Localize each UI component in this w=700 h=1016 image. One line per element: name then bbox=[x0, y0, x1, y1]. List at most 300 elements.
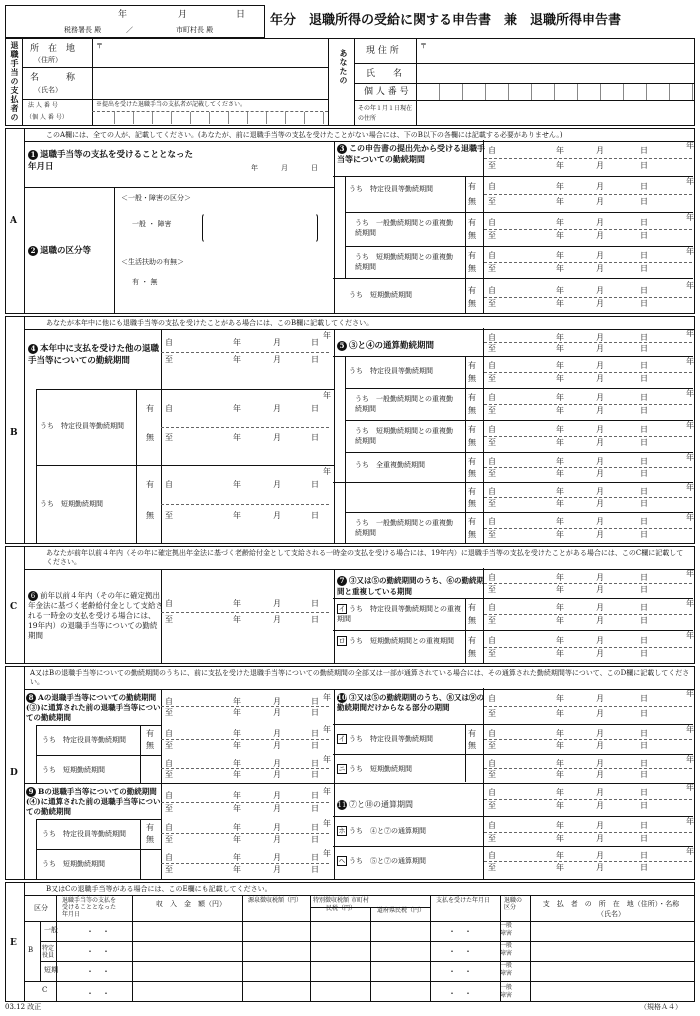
a-period-3-years: 年 bbox=[686, 247, 694, 256]
c7-period-2-to: 至 bbox=[488, 649, 496, 659]
e-h-retire-kubun: 退職の区分 bbox=[504, 897, 523, 911]
d-right-period-1-years: 年 bbox=[686, 725, 694, 734]
a-period-0-from: 自 bbox=[488, 146, 496, 156]
item10-label: 10 ③又は⑤の勤続期間のうち、⑧又は⑨の勤続期間だけからなる部分の期間 bbox=[337, 693, 484, 712]
a-yumu-2-yu: 有 bbox=[468, 217, 476, 227]
d8-main-m1: 月 bbox=[273, 696, 281, 706]
d8-sub2-y1: 年 bbox=[233, 758, 241, 768]
d9-main-from: 自 bbox=[165, 791, 173, 801]
d-right-period-0-from: 自 bbox=[488, 694, 496, 704]
b5-period-5-years: 年 bbox=[686, 483, 694, 492]
page-title: 年分 退職所得の受給に関する申告書 兼 退職所得申告書 bbox=[270, 13, 622, 28]
e-date-dots-0: ・ ・ bbox=[86, 927, 110, 936]
payer-address-label: 所 在 地 bbox=[30, 44, 76, 54]
b5-period-6-to: 至 bbox=[488, 530, 496, 540]
item2-label: 2 退職の区分等 bbox=[28, 244, 91, 256]
section-e-letter: E bbox=[10, 938, 17, 948]
d9-sub2-m2: 月 bbox=[273, 865, 281, 874]
b5-period-3-d2: 日 bbox=[640, 438, 648, 448]
a-period-1-m1: 月 bbox=[596, 182, 604, 192]
d8-main-divider bbox=[161, 706, 329, 707]
a-period-1-m2: 月 bbox=[596, 196, 604, 206]
b5-period-4-y1: 年 bbox=[556, 457, 564, 466]
b5-period-0-m1: 月 bbox=[596, 332, 604, 342]
b4-sub2-yumu-mu: 無 bbox=[146, 510, 154, 520]
a-period-1-from: 自 bbox=[488, 182, 496, 192]
d9-sub-short: うち 短期勤続期間 bbox=[42, 860, 105, 868]
item2-aid-title: ＜生活扶助の有無＞ bbox=[121, 258, 184, 266]
a-period-1-to: 至 bbox=[488, 196, 496, 206]
b4-main-m1: 月 bbox=[273, 337, 281, 347]
a-row2-label: うち 一般勤続期間との重複勤続期間 bbox=[355, 219, 453, 237]
d-right-period-0-d1: 日 bbox=[640, 694, 648, 704]
a-period-4-d1: 日 bbox=[640, 285, 648, 295]
c7-period-1-from: 自 bbox=[488, 603, 496, 613]
b5-period-2-y1: 年 bbox=[556, 393, 564, 403]
payer-name-sub: （氏名） bbox=[34, 86, 62, 94]
d9-sub1-d1: 日 bbox=[311, 823, 319, 832]
b5-period-2-d1: 日 bbox=[640, 393, 648, 403]
a-row3-label: うち 短期勤続期間との重複勤続期間 bbox=[355, 253, 453, 271]
b5-period-1-to: 至 bbox=[488, 374, 496, 384]
b5-period-2-years: 年 bbox=[686, 389, 694, 398]
b4-sub2-years: 年 bbox=[323, 467, 331, 476]
b5-period-3-to: 至 bbox=[488, 438, 496, 448]
b4-sub1-to: 至 bbox=[165, 433, 173, 443]
b5-period-6-divider bbox=[484, 528, 692, 529]
a-period-2-m2: 月 bbox=[596, 231, 604, 241]
d-right-period-2-y1: 年 bbox=[556, 758, 564, 768]
e-row2-label: 短期 bbox=[44, 966, 58, 974]
a-period-3-to: 至 bbox=[488, 264, 496, 274]
b5-period-2-divider bbox=[484, 404, 692, 405]
d9-sub2-d1: 日 bbox=[311, 853, 319, 862]
you-jan1-label: その年１月１日現在の住所 bbox=[358, 105, 413, 122]
b5-period-0-y2: 年 bbox=[556, 343, 564, 353]
a-period-4-y1: 年 bbox=[556, 285, 564, 295]
b5-period-3-years: 年 bbox=[686, 421, 694, 430]
you-number-boxes[interactable] bbox=[417, 84, 694, 100]
tax-office-label: 税務署長 殿 bbox=[64, 26, 102, 34]
c7-period-2-years: 年 bbox=[686, 631, 694, 640]
a-period-1-d2: 日 bbox=[640, 196, 648, 206]
d9-sub1-y2: 年 bbox=[233, 835, 241, 844]
header-month: 月 bbox=[178, 10, 188, 20]
e-h-paydate: 支払を受けた年月日 bbox=[436, 897, 491, 904]
e-date-dots-1: ・ ・ bbox=[86, 947, 110, 956]
a-period-1-years: 年 bbox=[686, 177, 694, 186]
e-paydate-dots-1: ・ ・ bbox=[448, 947, 472, 956]
e-date-dots-2: ・ ・ bbox=[86, 967, 110, 976]
d9-sub1-divider bbox=[161, 833, 329, 834]
b4-sub2-from: 自 bbox=[165, 480, 173, 490]
d-right-period-5-d1: 日 bbox=[640, 851, 648, 860]
b5-period-5-y2: 年 bbox=[556, 499, 564, 508]
section-c-instruction: あなたが前年以前４年内（その年に確定拠出年金法に基づく老齢給付金として支給される一時金の支払を受ける場合には、19年内）に退職手当等の支払を受けたことがある場合には、このC欄に記載してください。 bbox=[46, 549, 684, 566]
section-a-instruction: このA欄には、全ての人が、記載してください。(あなたが、前に退職手当等の支払を受けたことがない場合には、下のB以下の各欄には記載する必要がありません。) bbox=[46, 131, 563, 139]
d9-sub1-yumu-yu: 有 bbox=[146, 823, 154, 832]
b5-period-1-m1: 月 bbox=[596, 361, 604, 371]
b5-period-1-y1: 年 bbox=[556, 361, 564, 371]
payer-corp-sub: （個 人 番 号） bbox=[26, 114, 68, 121]
b5-row1-label: うち 一般勤続期間との重複勤続期間 bbox=[355, 395, 453, 413]
e-h-withholding: 源泉徴収税額（円） bbox=[247, 897, 302, 904]
d9-sub2-y2: 年 bbox=[233, 865, 241, 874]
e-h-date: 退職手当等の支払を受けることとなった年月日 bbox=[62, 897, 117, 918]
d8-sub2-years: 年 bbox=[323, 755, 331, 764]
d8-sub1-d2: 日 bbox=[311, 741, 319, 750]
a-period-4-y2: 年 bbox=[556, 299, 564, 309]
b4-sub1-m2: 月 bbox=[273, 433, 281, 443]
a-period-0-d1: 日 bbox=[640, 146, 648, 156]
item2-cat-options[interactable]: 一般 ・ 障害 bbox=[132, 220, 172, 228]
d-right-period-5-from: 自 bbox=[488, 851, 496, 860]
b5-period-3-d1: 日 bbox=[640, 425, 648, 435]
d8-sub1-yumu-mu: 無 bbox=[146, 741, 154, 750]
b5-period-4-d1: 日 bbox=[640, 457, 648, 466]
a-period-3-d2: 日 bbox=[640, 264, 648, 274]
e-kubun-b-2: 障害 bbox=[500, 970, 513, 977]
a-period-2-years: 年 bbox=[686, 213, 694, 222]
a-period-2-d2: 日 bbox=[640, 231, 648, 241]
a-yumu-1-yu: 有 bbox=[468, 182, 476, 192]
b5-period-4-m1: 月 bbox=[596, 457, 604, 466]
c7-yumu-2-mu: 無 bbox=[468, 649, 476, 659]
b5-period-6-m2: 月 bbox=[596, 530, 604, 540]
b5-yumu-4-mu: 無 bbox=[468, 469, 476, 478]
c7-yumu-1-mu: 無 bbox=[468, 616, 476, 626]
mayor-label: 市町村長 殿 bbox=[176, 26, 214, 34]
d8-sub1-years: 年 bbox=[323, 725, 331, 734]
b5-period-3-divider bbox=[484, 436, 692, 437]
b5-period-0-to: 至 bbox=[488, 343, 496, 353]
b5-period-3-m1: 月 bbox=[596, 425, 604, 435]
d-right-period-5-y2: 年 bbox=[556, 863, 564, 872]
a-period-1-d1: 日 bbox=[640, 182, 648, 192]
a-period-4-m1: 月 bbox=[596, 285, 604, 295]
item4-label: 4 本年中に支払を受けた他の退職手当等についての勤続期間 bbox=[28, 344, 160, 366]
b4-sub2-yumu-yu: 有 bbox=[146, 480, 154, 490]
a-period-0-y2: 年 bbox=[556, 160, 564, 170]
d-right-period-3-divider bbox=[484, 799, 692, 800]
c6-y2: 年 bbox=[233, 615, 241, 624]
c7-period-0-from: 自 bbox=[488, 573, 496, 582]
d8-main-y2: 年 bbox=[233, 707, 241, 717]
d-right-period-1-y2: 年 bbox=[556, 741, 564, 750]
b5-period-4-d2: 日 bbox=[640, 469, 648, 478]
b5-period-0-y1: 年 bbox=[556, 332, 564, 342]
d-right-period-0-y2: 年 bbox=[556, 708, 564, 718]
a-period-0-y1: 年 bbox=[556, 146, 564, 156]
b5-period-4-from: 自 bbox=[488, 457, 496, 466]
item1-day: 日 bbox=[311, 164, 318, 172]
d11-sub-he: ヘ うち ⑤と⑦の通算期間 bbox=[338, 857, 426, 865]
item2-cat-title: ＜一般・障害の区分＞ bbox=[121, 194, 191, 202]
e-row-c-group: C bbox=[42, 986, 48, 994]
d8-sub2-to: 至 bbox=[165, 769, 173, 779]
d-right-period-0-divider bbox=[484, 706, 692, 707]
item6-label: 6 前年以前４年内（その年に確定拠出年金法に基づく老齢給付金として支給される一時金の支払を受ける場合には、19年内）の退職手当等についての勤続期間 bbox=[28, 591, 163, 640]
d9-sub-special: うち 特定役員等勤続期間 bbox=[42, 830, 126, 838]
b5-period-0-years: 年 bbox=[686, 329, 694, 338]
d-right-period-3-d1: 日 bbox=[640, 787, 648, 797]
b5-period-1-d1: 日 bbox=[640, 361, 648, 371]
b5-period-0-m2: 月 bbox=[596, 343, 604, 353]
d9-main-divider bbox=[161, 802, 329, 803]
d-right-period-1-m1: 月 bbox=[596, 729, 604, 738]
d8-sub1-from: 自 bbox=[165, 729, 173, 738]
d-right-period-2-divider bbox=[484, 768, 692, 769]
d9-sub1-yumu-mu: 無 bbox=[146, 835, 154, 844]
a-period-3-from: 自 bbox=[488, 251, 496, 261]
d-right-period-4-divider bbox=[484, 832, 692, 833]
a-yumu-2-mu: 無 bbox=[468, 231, 476, 241]
d9-main-m1: 月 bbox=[273, 791, 281, 801]
payer-side-label: 退職手当の支払者の bbox=[10, 41, 20, 122]
b4-sub2-d1: 日 bbox=[311, 480, 319, 490]
c7-period-1-to: 至 bbox=[488, 616, 496, 626]
c7-period-1-divider bbox=[484, 614, 692, 615]
b4-main-divider bbox=[161, 352, 329, 353]
you-address-label: 現 住 所 bbox=[366, 46, 399, 56]
a-period-1-divider bbox=[484, 194, 692, 195]
c7-period-1-d2: 日 bbox=[640, 616, 648, 626]
payer-name-label: 名 称 bbox=[30, 73, 76, 83]
c6-from: 自 bbox=[165, 599, 173, 608]
b5-period-6-years: 年 bbox=[686, 513, 694, 522]
b5-period-4-to: 至 bbox=[488, 469, 496, 478]
e-h-kubun: 区分 bbox=[34, 904, 48, 912]
d-right-period-1-to: 至 bbox=[488, 741, 496, 750]
d8-main-to: 至 bbox=[165, 707, 173, 717]
d-right-period-2-d2: 日 bbox=[640, 769, 648, 779]
c7-period-0-to: 至 bbox=[488, 585, 496, 594]
c6-to: 至 bbox=[165, 615, 173, 624]
c7-period-0-d1: 日 bbox=[640, 573, 648, 582]
b4-sub1-yumu-yu: 有 bbox=[146, 403, 154, 413]
c7-period-0-m2: 月 bbox=[596, 585, 604, 594]
item1-year: 年 bbox=[251, 164, 258, 172]
d-right-period-1-from: 自 bbox=[488, 729, 496, 738]
d-right-period-0-m2: 月 bbox=[596, 708, 604, 718]
b5-period-6-d2: 日 bbox=[640, 530, 648, 540]
a-period-0-m2: 月 bbox=[596, 160, 604, 170]
d-right-period-3-d2: 日 bbox=[640, 801, 648, 811]
d-right-period-4-y1: 年 bbox=[556, 821, 564, 831]
d10-sub-yumu-yu: 有 bbox=[468, 729, 476, 738]
d8-sub1-m1: 月 bbox=[273, 729, 281, 738]
a-period-0-divider bbox=[484, 158, 692, 159]
d8-sub1-divider bbox=[161, 739, 329, 740]
c7-period-0-d2: 日 bbox=[640, 585, 648, 594]
e-kubun-b-3: 障害 bbox=[500, 992, 513, 999]
d8-sub2-from: 自 bbox=[165, 758, 173, 768]
item5-label: 5 ③と④の通算勤続期間 bbox=[337, 339, 434, 351]
b5-period-2-m2: 月 bbox=[596, 406, 604, 416]
c7-yumu-1-yu: 有 bbox=[468, 603, 476, 613]
c7-period-1-d1: 日 bbox=[640, 603, 648, 613]
b5-period-6-y1: 年 bbox=[556, 517, 564, 527]
b4-sub1-from: 自 bbox=[165, 403, 173, 413]
d9-sub1-d2: 日 bbox=[311, 835, 319, 844]
header-day: 日 bbox=[236, 10, 246, 20]
c7-period-1-y2: 年 bbox=[556, 616, 564, 626]
a-period-4-to: 至 bbox=[488, 299, 496, 309]
d8-main-d2: 日 bbox=[311, 707, 319, 717]
e-row0-label: 一般 bbox=[44, 926, 58, 934]
b5-yumu-2-mu: 無 bbox=[468, 406, 476, 416]
d9-sub1-from: 自 bbox=[165, 823, 173, 832]
b4-sub2-m1: 月 bbox=[273, 480, 281, 490]
d9-sub2-to: 至 bbox=[165, 865, 173, 874]
e-paydate-dots-3: ・ ・ bbox=[448, 989, 472, 998]
item2-aid-options[interactable]: 有 ・ 無 bbox=[132, 278, 158, 286]
b4-sub1-yumu-mu: 無 bbox=[146, 433, 154, 443]
footer-left: 03.12 改正 bbox=[5, 1003, 42, 1011]
b5-period-5-m2: 月 bbox=[596, 499, 604, 508]
b5-row0-label: うち 特定役員等勤続期間 bbox=[349, 367, 433, 375]
b4-main-m2: 月 bbox=[273, 355, 281, 365]
a-period-0-years: 年 bbox=[686, 141, 694, 150]
e-kubun-a-2: 一般 bbox=[500, 962, 513, 969]
e-h-municipal: 特別徴収税額 市町村民税（円） bbox=[313, 897, 369, 912]
d10-sub-yumu-mu: 無 bbox=[468, 741, 476, 750]
d9-main-to: 至 bbox=[165, 804, 173, 814]
c6-m1: 月 bbox=[273, 599, 281, 608]
a-period-1-y2: 年 bbox=[556, 196, 564, 206]
a-yumu-1-mu: 無 bbox=[468, 196, 476, 206]
a-period-3-m2: 月 bbox=[596, 264, 604, 274]
d-right-period-1-d2: 日 bbox=[640, 741, 648, 750]
payer-address-sub: （住所） bbox=[34, 56, 62, 64]
a-yumu-4-yu: 有 bbox=[468, 285, 476, 295]
c7-period-0-years: 年 bbox=[686, 569, 694, 578]
b5-period-1-divider bbox=[484, 372, 692, 373]
a-period-3-d1: 日 bbox=[640, 251, 648, 261]
b4-main-d2: 日 bbox=[311, 355, 319, 365]
d8-main-m2: 月 bbox=[273, 707, 281, 717]
b5-row2-label: うち 短期勤続期間との重複勤続期間 bbox=[355, 427, 453, 445]
a-period-4-years: 年 bbox=[686, 281, 694, 290]
d-right-period-4-from: 自 bbox=[488, 821, 496, 831]
header-slash: ／ bbox=[126, 26, 133, 34]
b4-sub1-d2: 日 bbox=[311, 433, 319, 443]
d9-sub2-from: 自 bbox=[165, 853, 173, 862]
d9-main-y1: 年 bbox=[233, 791, 241, 801]
d8-sub-special: うち 特定役員等勤続期間 bbox=[42, 736, 126, 744]
b4-main-years: 年 bbox=[323, 331, 331, 340]
d-right-period-0-y1: 年 bbox=[556, 694, 564, 704]
e-kubun-b-0: 障害 bbox=[500, 930, 513, 937]
d-right-period-4-to: 至 bbox=[488, 834, 496, 844]
b5-yumu-5-yu: 有 bbox=[468, 487, 476, 496]
a-period-0-m1: 月 bbox=[596, 146, 604, 156]
d-right-period-5-m1: 月 bbox=[596, 851, 604, 860]
b5-period-2-y2: 年 bbox=[556, 406, 564, 416]
item1-label: 1 退職手当等の支払を受けることとなった年月日 bbox=[28, 150, 194, 172]
a-period-1-y1: 年 bbox=[556, 182, 564, 192]
d-right-period-4-years: 年 bbox=[686, 817, 694, 826]
d-right-period-3-to: 至 bbox=[488, 801, 496, 811]
d-right-period-0-to: 至 bbox=[488, 708, 496, 718]
b5-period-5-m1: 月 bbox=[596, 487, 604, 496]
item9-label: 9 Bの退職手当等についての勤続期間(④)に通算された前の退職手当等についての勤続期間 bbox=[26, 787, 161, 816]
a-period-0-d2: 日 bbox=[640, 160, 648, 170]
b5-period-6-y2: 年 bbox=[556, 530, 564, 540]
b5-period-1-m2: 月 bbox=[596, 374, 604, 384]
section-c-letter: C bbox=[10, 602, 18, 612]
c7-period-0-m1: 月 bbox=[596, 573, 604, 582]
section-e-instruction: B又はCの退職手当等がある場合には、このE欄にも記載してください。 bbox=[46, 885, 272, 893]
e-date-dots-3: ・ ・ bbox=[86, 989, 110, 998]
d9-sub2-divider bbox=[161, 863, 329, 864]
d8-sub1-y1: 年 bbox=[233, 729, 241, 738]
b4-sub2-y1: 年 bbox=[233, 480, 241, 490]
b4-sub2-to: 至 bbox=[165, 510, 173, 520]
header-year: 年 bbox=[118, 10, 128, 20]
b5-period-1-years: 年 bbox=[686, 357, 694, 366]
b4-sub1-divider bbox=[161, 427, 329, 428]
a-period-4-m2: 月 bbox=[596, 299, 604, 309]
a-period-4-from: 自 bbox=[488, 285, 496, 295]
section-a-letter: A bbox=[10, 216, 17, 226]
d8-main-y1: 年 bbox=[233, 696, 241, 706]
b5-period-4-y2: 年 bbox=[556, 469, 564, 478]
b5-yumu-6-yu: 有 bbox=[468, 517, 476, 527]
b4-sub1-d1: 日 bbox=[311, 403, 319, 413]
corp-number-boxes[interactable] bbox=[96, 112, 328, 124]
d8-sub2-y2: 年 bbox=[233, 769, 241, 779]
d-right-period-5-divider bbox=[484, 861, 692, 862]
d-right-period-3-years: 年 bbox=[686, 783, 694, 792]
d-right-period-3-from: 自 bbox=[488, 787, 496, 797]
b5-period-0-d1: 日 bbox=[640, 332, 648, 342]
d-right-period-5-y1: 年 bbox=[556, 851, 564, 860]
b4-main-from: 自 bbox=[165, 337, 173, 347]
e-kubun-a-1: 一般 bbox=[500, 942, 513, 949]
d9-main-years: 年 bbox=[323, 787, 331, 796]
b5-period-1-from: 自 bbox=[488, 361, 496, 371]
b5-period-0-from: 自 bbox=[488, 332, 496, 342]
b5-period-5-to: 至 bbox=[488, 499, 496, 508]
c6-divider bbox=[161, 612, 329, 613]
a-period-2-y2: 年 bbox=[556, 231, 564, 241]
section-e bbox=[5, 882, 695, 1002]
item2-bracket[interactable] bbox=[202, 213, 318, 243]
a-period-2-d1: 日 bbox=[640, 217, 648, 227]
c7-period-1-y1: 年 bbox=[556, 603, 564, 613]
d-right-period-0-m1: 月 bbox=[596, 694, 604, 704]
d-right-period-5-to: 至 bbox=[488, 863, 496, 872]
a-period-2-y1: 年 bbox=[556, 217, 564, 227]
c7-period-2-y2: 年 bbox=[556, 649, 564, 659]
d8-sub1-yumu-yu: 有 bbox=[146, 729, 154, 738]
c6-d2: 日 bbox=[311, 615, 319, 624]
c7-period-2-d2: 日 bbox=[640, 649, 648, 659]
d8-sub1-m2: 月 bbox=[273, 741, 281, 750]
d8-main-d1: 日 bbox=[311, 696, 319, 706]
d9-sub1-y1: 年 bbox=[233, 823, 241, 832]
d-right-period-1-d1: 日 bbox=[640, 729, 648, 738]
a-row4-label: うち 短期勤続期間 bbox=[349, 291, 412, 299]
d-right-period-2-years: 年 bbox=[686, 755, 694, 764]
b4-sub2-divider bbox=[161, 504, 329, 505]
d8-main-years: 年 bbox=[323, 693, 331, 702]
header-box bbox=[5, 5, 265, 38]
b5-period-3-y1: 年 bbox=[556, 425, 564, 435]
c7-sub2: ロ うち 短期勤続期間との重複期間 bbox=[338, 637, 454, 645]
b4-main-y1: 年 bbox=[233, 337, 241, 347]
